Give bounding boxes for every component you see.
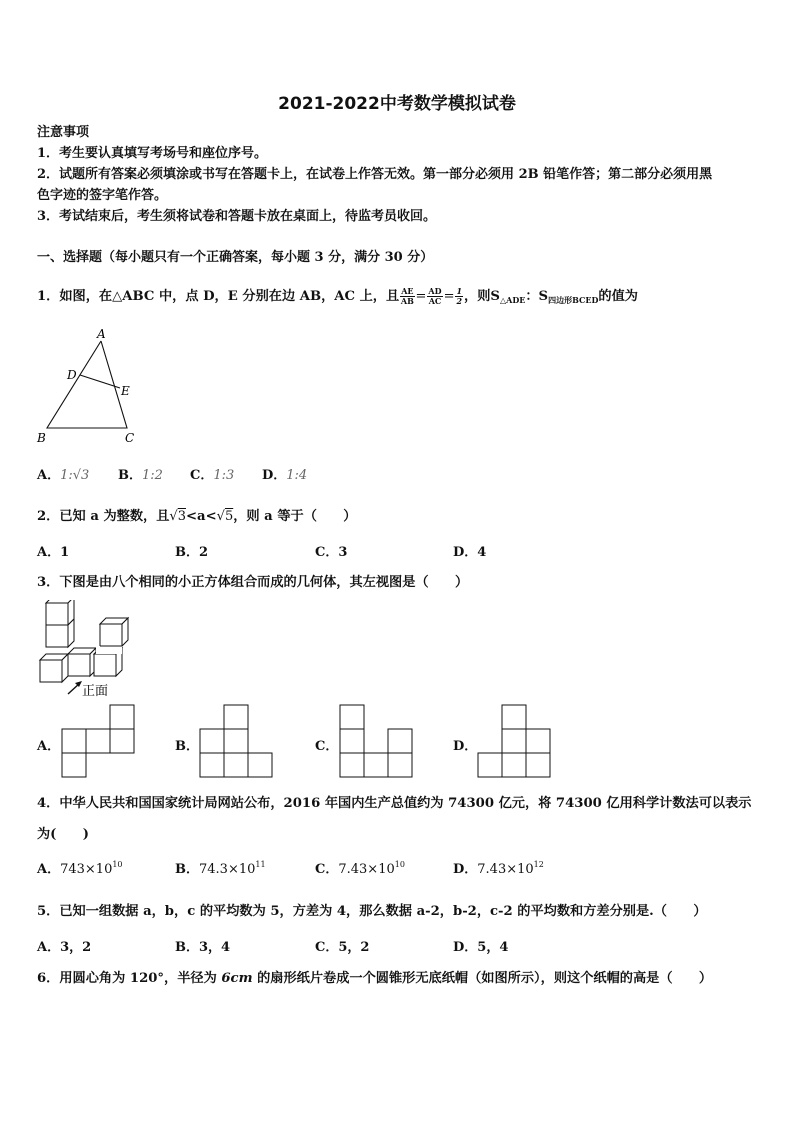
q4-option-d[interactable]: D．$7.43\times 10^{12}$ [453, 860, 544, 877]
q5-option-a[interactable]: A．3，2 [37, 940, 92, 955]
label-d: D [67, 368, 77, 382]
fraction-one-half: $\frac{1}{2}$ [456, 286, 463, 306]
question-4-line-2: 为( ) [37, 827, 90, 842]
q5-option-c[interactable]: C．5，2 [315, 940, 370, 955]
question-1: 1．如图，在△ABC 中，点 D，E 分别在边 AB，AC 上，且 $\frac{AE}{AB}$ = $\frac{AD}{AC}$ = $\frac{1}{2}$ ，则$S_{\triangle ADE}$：$S_{四边形BCED}$的值为 [37, 286, 638, 306]
triangle-figure [34, 326, 144, 448]
fraction-ad-ac: $\frac{AD}{AC}$ [428, 286, 442, 306]
notice-item-2: 2．试题所有答案必须填涂或书写在答题卡上，在试卷上作答无效。第一部分必须用 2B 铅笔作答；第二部分必须用黑 [37, 167, 713, 182]
q3-option-d[interactable]: D． [453, 739, 478, 754]
q1-option-b[interactable]: B．1:2 [118, 468, 163, 483]
q4-option-b[interactable]: B．$74.3\times 10^{11}$ [175, 860, 266, 877]
question-2: 2．已知 a 为整数，且√3<a<√5，则 a 等于（ ） [37, 509, 357, 524]
q3-option-a[interactable]: A． [37, 739, 61, 754]
q3-option-b-figure [199, 704, 277, 778]
label-c: C [125, 431, 135, 445]
q1-option-c[interactable]: C．1:3 [190, 468, 235, 483]
q1-option-a[interactable]: A．1:√3 [37, 468, 90, 483]
q2-option-b[interactable]: B．2 [175, 545, 209, 560]
question-5: 5．已知一组数据 a，b，c 的平均数为 5，方差为 4，那么数据 a-2，b-2，c-2 的平均数和方差分别是.（ ） [37, 904, 707, 919]
section-heading: 一、选择题（每小题只有一个正确答案，每小题 3 分，满分 30 分） [37, 250, 434, 265]
q3-option-a-figure [61, 704, 139, 778]
q2-option-a[interactable]: A．1 [37, 545, 70, 560]
page-title: 2021-2022中考数学模拟试卷 [278, 94, 516, 114]
q2-option-c[interactable]: C．3 [315, 545, 348, 560]
sqrt-5: √5 [216, 509, 234, 524]
cube-solid-figure [36, 600, 166, 700]
label-a: A [97, 327, 106, 341]
notice-item-3: 3．考试结束后，考生须将试卷和答题卡放在桌面上，待监考员收回。 [37, 209, 437, 224]
q3-option-c[interactable]: C． [315, 739, 339, 754]
label-e: E [121, 384, 130, 398]
q3-option-c-figure [339, 704, 417, 778]
q4-option-a[interactable]: A．$743\times 10^{10}$ [37, 860, 123, 877]
q5-option-b[interactable]: B．3，4 [175, 940, 231, 955]
question-4-line-1: 4．中华人民共和国国家统计局网站公布，2016 年国内生产总值约为 74300 亿元，将 74300 亿用科学计数法可以表示 [37, 796, 752, 811]
q4-option-c[interactable]: C．$7.43\times 10^{10}$ [315, 860, 405, 877]
label-b: B [37, 431, 46, 445]
notice-item-2-cont: 色字迹的签字笔作答。 [37, 188, 168, 203]
q1-option-d[interactable]: D．1:4 [262, 468, 308, 483]
q5-option-d[interactable]: D．5，4 [453, 940, 509, 955]
sqrt-3: √3 [169, 509, 186, 524]
q2-option-d[interactable]: D．4 [453, 545, 487, 560]
question-3: 3．下图是由八个相同的小正方体组合而成的几何体，其左视图是（ ） [37, 575, 469, 590]
q3-option-d-figure [477, 704, 555, 778]
notice-heading: 注意事项 [37, 125, 90, 140]
question-6: 6．用圆心角为 120°，半径为 6cm 的扇形纸片卷成一个圆锥形无底纸帽（如图所示），则这个纸帽的高是（ ） [37, 971, 713, 986]
fraction-ae-ab: $\frac{AE}{AB}$ [400, 286, 414, 306]
notice-item-1: 1．考生要认真填写考场号和座位序号。 [37, 146, 268, 161]
front-label: 正面 [82, 684, 109, 699]
q3-option-b[interactable]: B． [175, 739, 199, 754]
